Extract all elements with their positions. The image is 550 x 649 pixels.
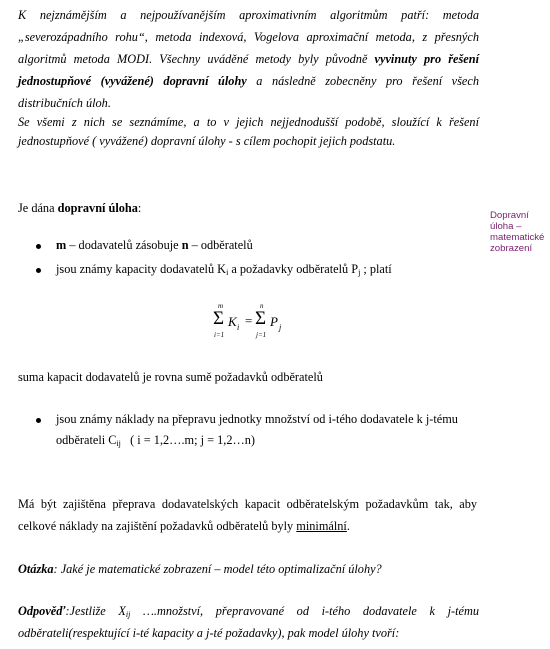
answer-line-1: Odpověď:Jestliže $X_{ij}$ ….množství, přepravované od i-tého dodavatele k j-tému <box>18 604 479 619</box>
bullet-capacities: jsou známy kapacity dodavatelů $K_i$ a požadavky odběratelů $P_j$ ; platí <box>56 262 392 277</box>
goal-minimal: minimální <box>296 519 347 533</box>
margin-note-line: Dopravní <box>490 210 529 221</box>
intro-line-2: „severozápadního rohu“, metoda indexová, Vogelova aproximační metoda, z přesných <box>18 30 479 44</box>
goal-line-1: Má být zajištěna přeprava dodavatelských kapacit odběratelským požadavkům tak, aby <box>18 497 477 511</box>
goal-line-2: celkové náklady na zajištění požadavků odběratelů byly minimální. <box>18 519 350 533</box>
given-heading: Je dána dopravní úloha: <box>18 201 142 215</box>
intro-line-7: jednostupňové ( vyvážené) dopravní úlohy - s cílem pochopit jejich podstatu. <box>18 134 396 148</box>
margin-note-line: úloha – <box>490 221 522 232</box>
balance-text: suma kapacit dodavatelů je rovna sumě požadavků odběratelů <box>18 370 323 384</box>
margin-note-line: matematické <box>490 232 545 243</box>
bullet-icon <box>36 418 41 423</box>
costs-line-2: odběrateli $C_{ij}$ ( i = 1,2….m; j = 1,2…n) <box>56 433 256 448</box>
balance-formula: m Σ i=1 K i = n Σ j=1 P j <box>213 302 282 339</box>
bullet-icon <box>36 244 41 249</box>
bullet-suppliers: m – dodavatelů zásobuje n – odběratelů <box>56 238 253 252</box>
question: Otázka: Jaké je matematické zobrazení – model této optimalizační úlohy? <box>18 562 382 576</box>
intro-line-3: algoritmů metoda MODI. Všechny uváděné metody byly původně vyvinuty pro řešení <box>18 52 479 66</box>
intro-line-4: jednostupňové (vyvážené) dopravní úlohy a následně zobecněny pro řešení všech <box>18 74 479 88</box>
intro-line-1: K nejznámějším a nejpoužívanějším aproximativním algoritmům patří: metoda <box>18 8 479 22</box>
answer-label: Odpověď <box>18 604 66 618</box>
intro-line-5: distribučních úloh. <box>18 96 111 110</box>
intro-bold-2: jednostupňové (vyvážené) dopravní úlohy <box>18 74 247 88</box>
given-bold: dopravní úloha <box>57 201 138 215</box>
answer-line-2: odběrateli(respektující i-té kapacity a j-té požadavky), pak model úlohy tvoří: <box>18 626 400 640</box>
margin-note-line: zobrazení <box>490 243 533 254</box>
intro-bold-1: vyvinuty pro řešení <box>374 52 479 66</box>
intro-line-6: Se všemi z nich se seznámíme, a to v jejich nejjednodušší podobě, sloužící k řešení <box>18 115 479 129</box>
costs-line-1: jsou známy náklady na přepravu jednotky množství od i-tého dodavatele k j-tému <box>56 412 458 426</box>
question-label: Otázka <box>18 562 54 576</box>
bullet-icon <box>36 268 41 273</box>
margin-note <box>490 210 544 254</box>
